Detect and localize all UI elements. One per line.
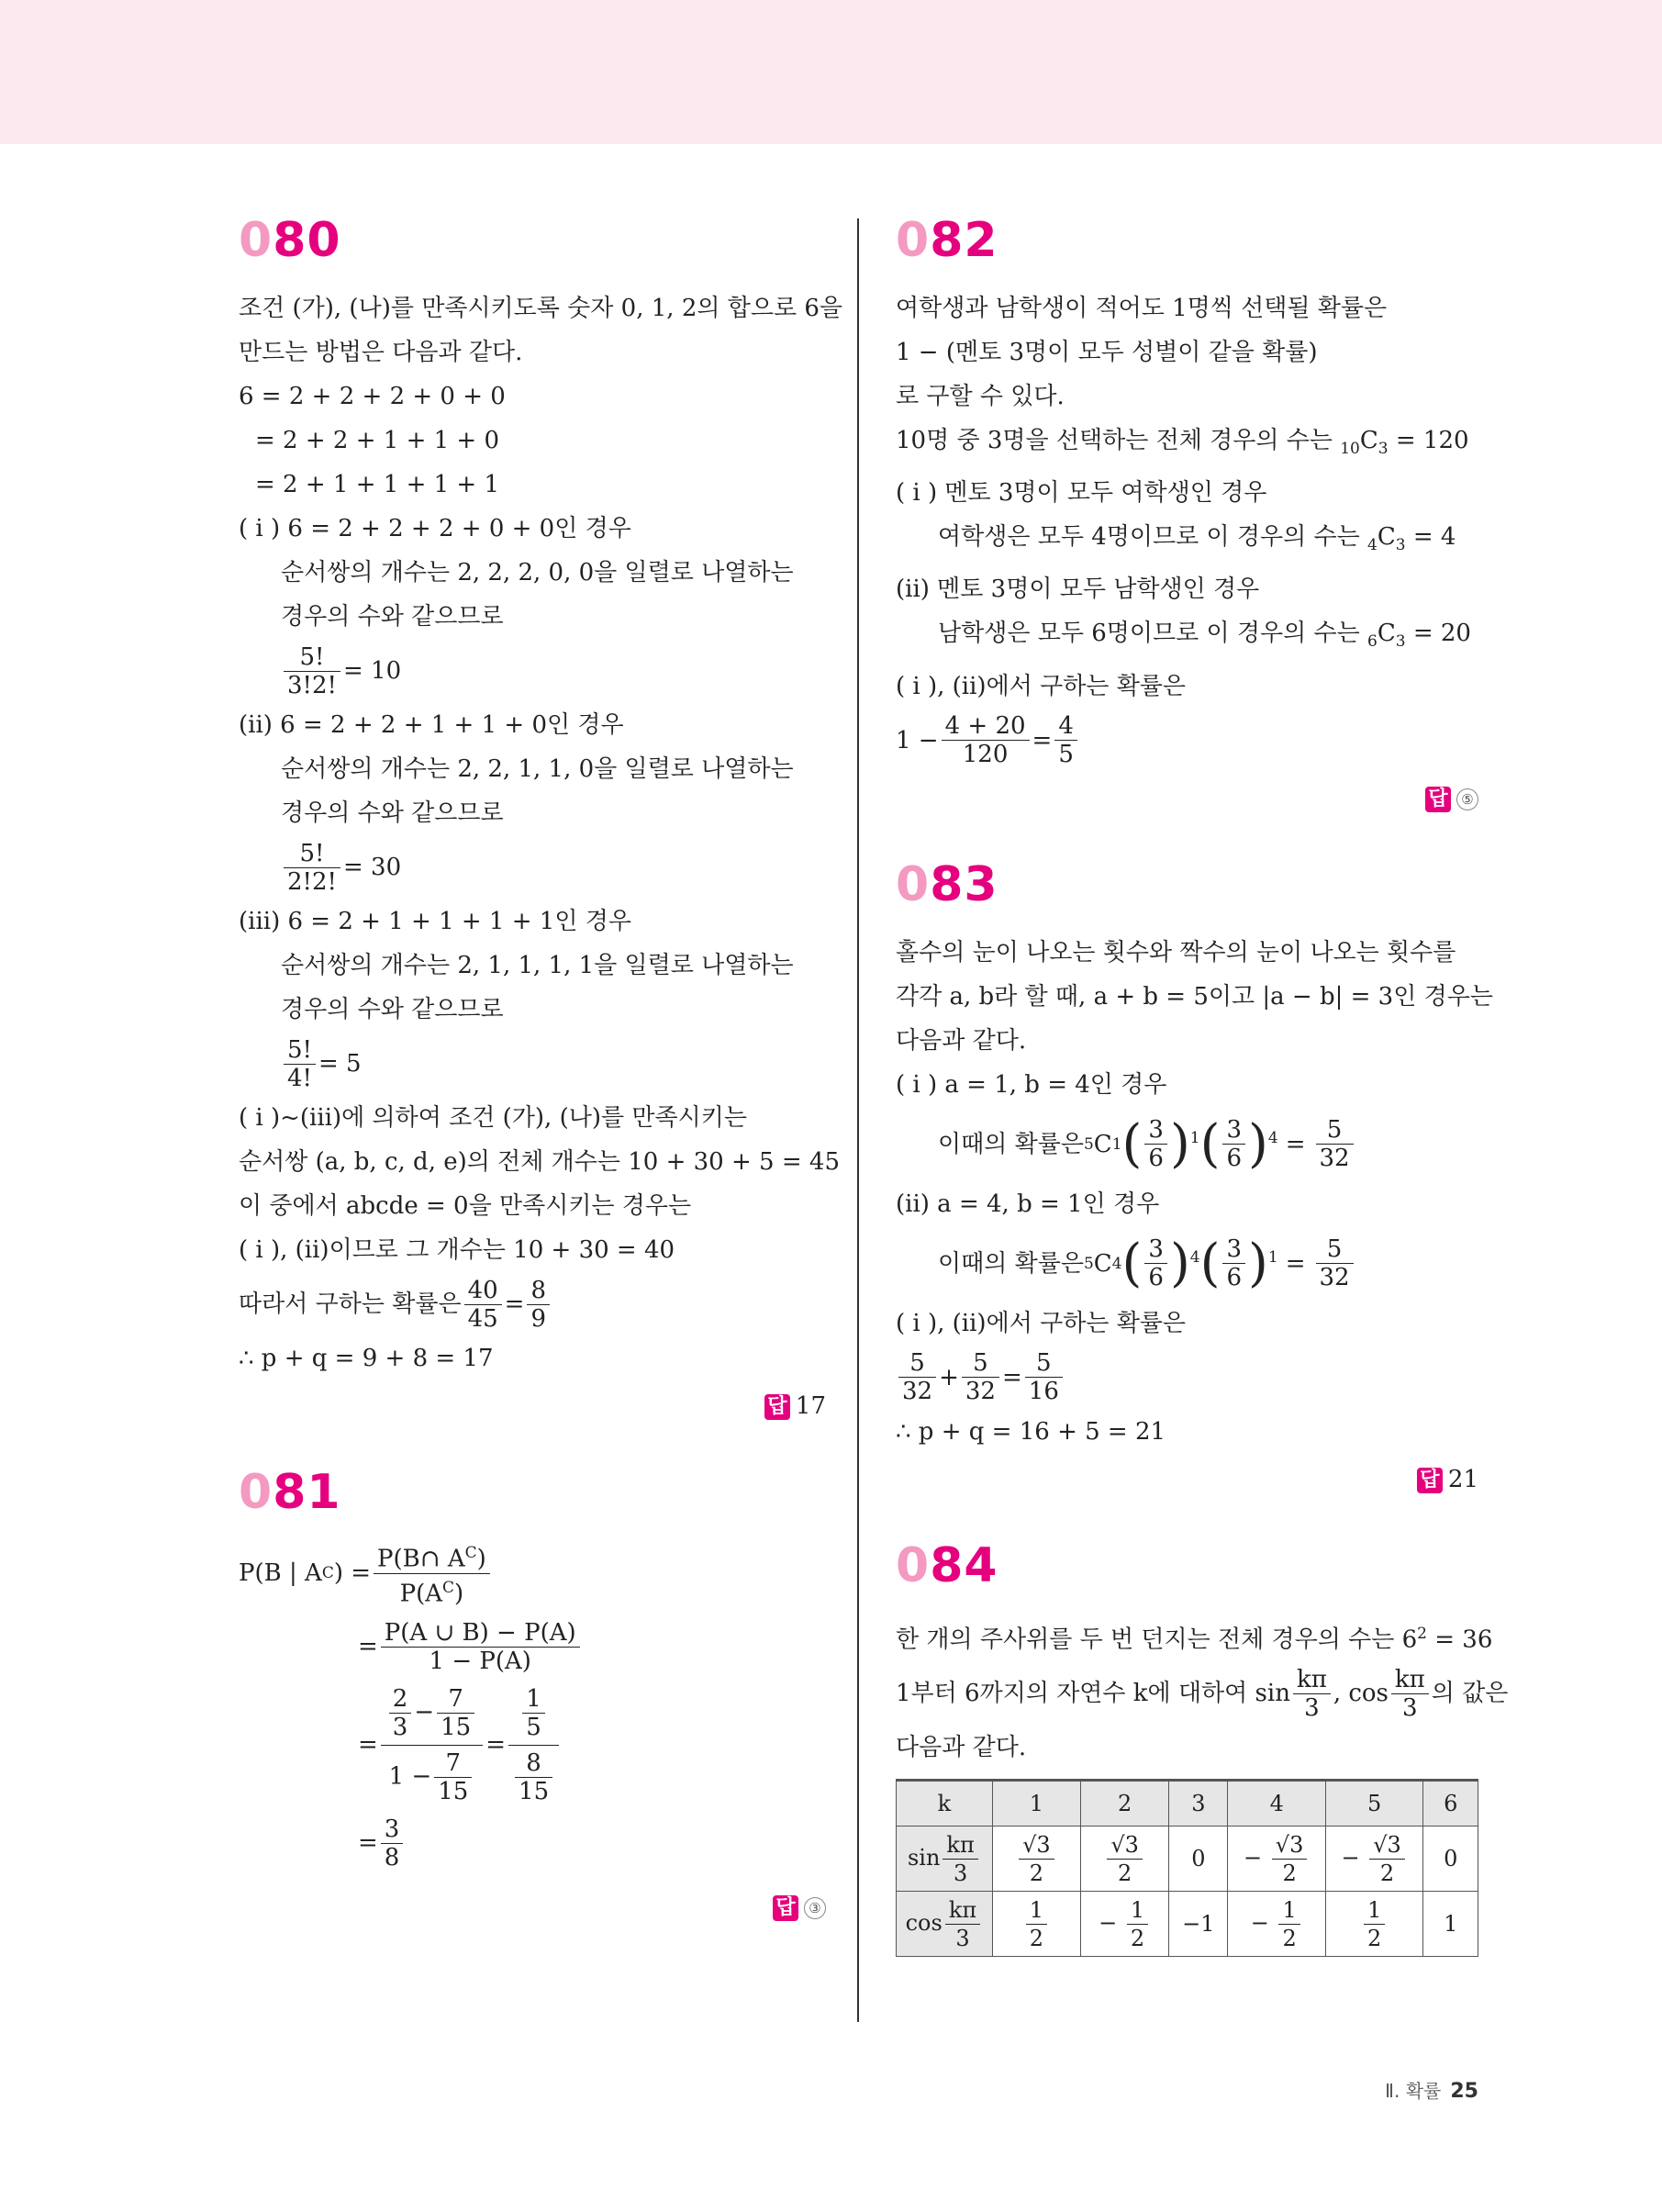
problem-080 xyxy=(239,213,843,1428)
fraction-line: 따라서 구하는 확률은 $\frac{40}{45}$ = $\frac{8}{9}$ xyxy=(239,1272,826,1336)
problem-082 xyxy=(896,213,1478,821)
conclusion-line: ∴ p + q = 16 + 5 = 21 xyxy=(896,1417,1166,1446)
text-line: 남학생은 모두 6명이므로 이 경우의 수는 $_6C_3 = 20$ xyxy=(938,620,1471,652)
fraction-line: $\frac{5}{32}$ + $\frac{5}{32}$ = $\frac{5}{16}$ xyxy=(896,1346,1478,1410)
problem-number: 083 xyxy=(896,856,998,912)
text-line: 1 − (멘토 3명이 모두 성별이 같을 확률) xyxy=(896,339,1318,366)
case-heading: (ii) 6 = 2 + 2 + 1 + 1 + 0인 경우 xyxy=(239,711,624,739)
fraction-line: 이때의 확률은 5 C 1 ( $\frac{3}{6}$ ) $^1$ ( $\frac{3}{6}$ ) $^4$ = $\frac{5}{32}$ xyxy=(896,1107,1478,1182)
table-cell: sin $\frac{k\pi}{3}$ xyxy=(897,1827,993,1892)
case-heading: (ii) 멘토 3명이 모두 남학생인 경우 xyxy=(896,575,1260,604)
table-row xyxy=(897,1827,1478,1892)
table-cell: k xyxy=(897,1781,993,1827)
text-line: 만드는 방법은 다음과 같다. xyxy=(239,339,523,366)
table-cell: $\frac{√3}{2}$ xyxy=(992,1827,1080,1892)
text-line: ( i ), (ii)에서 구하는 확률은 xyxy=(896,672,1187,700)
fraction-line: = $\frac{P(A \cup B) - P(A)}{1 - P(A)}$ xyxy=(239,1608,826,1685)
case-heading: (iii) 6 = 2 + 1 + 1 + 1 + 1인 경우 xyxy=(239,908,631,935)
text-line: ( i ), (ii)이므로 그 개수는 10 + 30 = 40 xyxy=(239,1236,675,1264)
table-cell: 4 xyxy=(1228,1781,1325,1827)
text-line: 한 개의 주사위를 두 번 던지는 전체 경우의 수는 $6^2 = 36$ xyxy=(896,1624,1493,1654)
case-heading: (ii) a = 4, b = 1인 경우 xyxy=(896,1190,1160,1218)
problem-number: 084 xyxy=(896,1537,998,1593)
table-cell: 2 xyxy=(1080,1781,1168,1827)
top-color-band xyxy=(0,0,1662,144)
table-cell: − $\frac{√3}{2}$ xyxy=(1228,1827,1325,1892)
table-cell: 6 xyxy=(1423,1781,1478,1827)
text-line: 경우의 수와 같으므로 xyxy=(281,799,504,827)
answer-icon: 답 xyxy=(1425,787,1451,812)
text-line: 홀수의 눈이 나오는 횟수와 짝수의 눈이 나오는 횟수를 xyxy=(896,938,1456,966)
table-cell: − $\frac{√3}{2}$ xyxy=(1325,1827,1422,1892)
table-cell: 0 xyxy=(1423,1827,1478,1892)
left-column xyxy=(239,213,843,1929)
problem-081 xyxy=(239,1465,826,1929)
table-cell: 1 xyxy=(992,1781,1080,1827)
case-heading: ( i ) 6 = 2 + 2 + 2 + 0 + 0인 경우 xyxy=(239,515,631,542)
text-line: 여학생은 모두 4명이므로 이 경우의 수는 $_4C_3 = 4$ xyxy=(938,523,1456,555)
text-line: ( i ), (ii)에서 구하는 확률은 xyxy=(896,1309,1187,1337)
page-number: 25 xyxy=(1450,2080,1478,2103)
case-heading: ( i ) 멘토 3명이 모두 여학생인 경우 xyxy=(896,479,1267,508)
text-line: 순서쌍의 개수는 2, 2, 1, 1, 0을 일렬로 나열하는 xyxy=(281,755,794,783)
table-cell: $\frac{1}{2}$ xyxy=(992,1892,1080,1957)
answer-icon: 답 xyxy=(1417,1468,1443,1493)
text-line: 순서쌍 (a, b, c, d, e)의 전체 개수는 10 + 30 + 5 = 45 xyxy=(239,1148,840,1176)
table-cell: −1 xyxy=(1169,1892,1228,1957)
table-cell: $\frac{1}{2}$ xyxy=(1325,1892,1422,1957)
right-column xyxy=(896,213,1509,1957)
equation-line: = 2 + 2 + 1 + 1 + 0 xyxy=(255,427,500,454)
table-cell: $\frac{√3}{2}$ xyxy=(1080,1827,1168,1892)
fraction-line: 1부터 6까지의 자연수 k에 대하여 sin $\frac{k\pi}{3}$ , cos $\frac{k\pi}{3}$ 의 값은 xyxy=(896,1665,1509,1722)
table-cell: 0 xyxy=(1169,1827,1228,1892)
text-line: 여학생과 남학생이 적어도 1명씩 선택될 확률은 xyxy=(896,295,1388,322)
fraction: $\frac{5!}{2!2!}$ xyxy=(284,840,340,896)
table-row xyxy=(897,1892,1478,1957)
problem-number: 081 xyxy=(239,1465,341,1520)
equation-line: 6 = 2 + 2 + 2 + 0 + 0 xyxy=(239,383,506,410)
chapter-label: Ⅱ. 확률 xyxy=(1385,2080,1442,2102)
table-cell: 5 xyxy=(1325,1781,1422,1827)
fraction-line: $\frac{5!}{4!}$ = 5 xyxy=(239,1032,826,1096)
fraction-line: = $\frac{2}{3}$ − $\frac{7}{15}$ 1 − $\frac{7}{15}$ = $\frac{\frac{1}{5}}{\frac{8}{15}}$ xyxy=(239,1685,826,1804)
fraction: $\frac{5!}{4!}$ xyxy=(284,1036,316,1092)
text-line: 각각 a, b라 할 때, a + b = 5이고 |a − b| = 3인 경우는 xyxy=(896,982,1493,1011)
fraction-line: 1 − $\frac{4 + 20}{120}$ = $\frac{4}{5}$ xyxy=(896,709,1478,773)
text-line: 조건 (가), (나)를 만족시키도록 숫자 0, 1, 2의 합으로 6을 xyxy=(239,295,843,322)
problem-number: 082 xyxy=(896,213,998,268)
table-cell: − $\frac{1}{2}$ xyxy=(1228,1892,1325,1957)
text-line: 경우의 수와 같으므로 xyxy=(281,603,504,631)
problem-number: 080 xyxy=(239,213,341,268)
table-cell: 1 xyxy=(1423,1892,1478,1957)
fraction: $\frac{5!}{3!2!}$ xyxy=(284,643,340,699)
trig-value-table xyxy=(896,1779,1478,1957)
table-cell: cos $\frac{k\pi}{3}$ xyxy=(897,1892,993,1957)
answer-badge: 답 17 xyxy=(239,1384,826,1428)
text-line: 다음과 같다. xyxy=(896,1026,1027,1055)
answer-badge: 답 21 xyxy=(896,1458,1478,1502)
page-footer xyxy=(1385,2076,1478,2103)
fraction-line: = $\frac{3}{8}$ xyxy=(239,1804,826,1882)
text-line: ( i )~(iii)에 의하여 조건 (가), (나)를 만족시키는 xyxy=(239,1104,747,1132)
fraction-line: 이때의 확률은 5 C 4 ( $\frac{3}{6}$ ) $^4$ ( $\frac{3}{6}$ ) $^1$ = $\frac{5}{32}$ xyxy=(896,1226,1478,1302)
answer-icon: 답 xyxy=(773,1895,798,1921)
answer-badge: 답 ③ xyxy=(239,1885,826,1929)
answer-badge: 답 ⑤ xyxy=(896,776,1478,821)
fraction-line: $\frac{5!}{3!2!}$ = 10 xyxy=(239,639,826,703)
text-line: 이 중에서 abcde = 0을 만족시키는 경우는 xyxy=(239,1192,692,1220)
table-cell: 3 xyxy=(1169,1781,1228,1827)
text-line: 10명 중 3명을 선택하는 전체 경우의 수는 $_{10}C_3 = 120$ xyxy=(896,427,1469,459)
text-line: 순서쌍의 개수는 2, 1, 1, 1, 1을 일렬로 나열하는 xyxy=(281,952,794,979)
text-line: 로 구할 수 있다. xyxy=(896,383,1065,410)
text-line: 다음과 같다. xyxy=(896,1734,1027,1762)
case-heading: ( i ) a = 1, b = 4인 경우 xyxy=(896,1070,1167,1099)
table-header-row xyxy=(897,1781,1478,1827)
text-line: 순서쌍의 개수는 2, 2, 2, 0, 0을 일렬로 나열하는 xyxy=(281,559,794,587)
problem-084 xyxy=(896,1537,1509,1958)
fraction-line: P(B | A C ) = $\frac{P(B\cap A^C)}{P(A^C)}$ xyxy=(239,1538,826,1608)
problem-083 xyxy=(896,856,1493,1502)
equation-line: = 2 + 1 + 1 + 1 + 1 xyxy=(255,471,500,498)
column-divider xyxy=(857,218,859,2022)
table-cell: − $\frac{1}{2}$ xyxy=(1080,1892,1168,1957)
conclusion-line: ∴ p + q = 9 + 8 = 17 xyxy=(239,1345,494,1372)
fraction-line: $\frac{5!}{2!2!}$ = 30 xyxy=(239,835,826,899)
answer-icon: 답 xyxy=(764,1394,790,1420)
text-line: 경우의 수와 같으므로 xyxy=(281,996,504,1023)
